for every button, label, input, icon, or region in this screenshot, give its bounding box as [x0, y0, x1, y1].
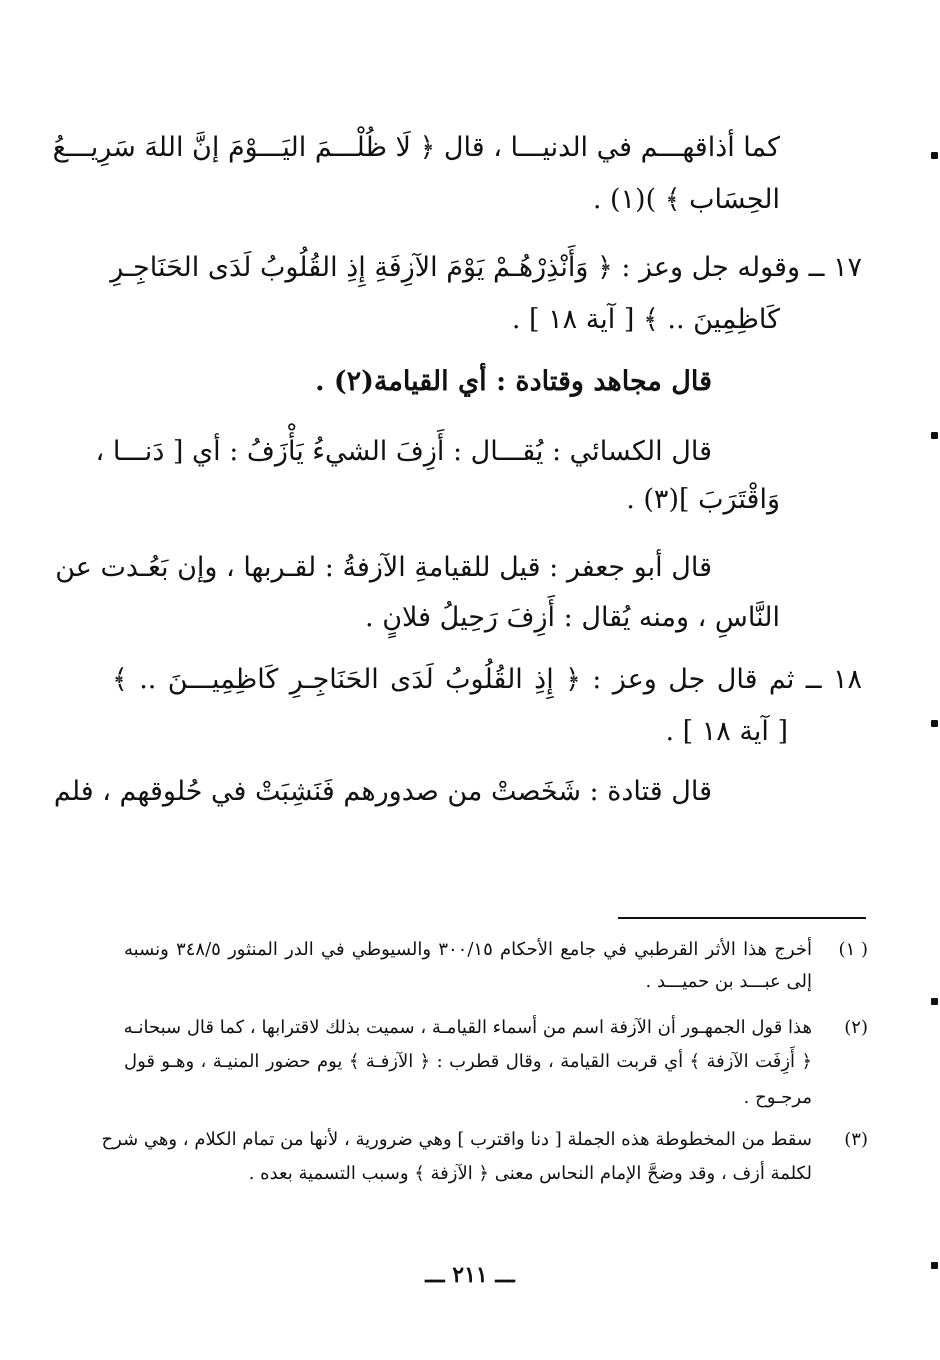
text-line-10-verse-18: ١٨ ــ ثم قال جل وعز : ﴿ إِذِ القُلُوبُ لَدَى الحَنَاجِـرِ كَاظِمِيـــنَ .. ﴾	[112, 664, 862, 695]
text-line-2: الحِسَاب ﴾ )(١) .	[592, 184, 780, 215]
footnote-3-number: (٣)	[844, 1129, 868, 1150]
footnote-1-line-1: أخرج هذا الأثر القرطبي في جامع الأحكام ٣٠٠/١٥ والسيوطي في الدر المنثور ٣٤٨/٥ ونسبه	[124, 939, 812, 960]
footnote-1-line-2: إلى عبـــد بن حميـــد .	[645, 971, 812, 992]
text-line-4: كَاظِمِينَ .. ﴾ [ آية ١٨ ] .	[511, 304, 780, 335]
text-line-5: قال مجاهد وقتادة : أي القيامة(٢) .	[315, 366, 712, 397]
text-line-3-verse-17: ١٧ ــ وقوله جل وعز : ﴿ وَأَنْذِرْهُـمْ يَوْمَ الآزِفَةِ إِذِ القُلُوبُ لَدَى الحَنَاجِـرِ	[110, 252, 862, 283]
binding-mark	[931, 432, 938, 439]
text-line-7: وَاقْتَرَبَ ](٣) .	[626, 484, 780, 515]
footnote-3-line-1: سقط من المخطوطة هذه الجملة [ دنا واقترب ] وهي ضرورية ، لأنها من تمام الكلام ، وهي شرح	[101, 1129, 812, 1150]
text-line-12: قال قتادة : شَخَصتْ من صدورهم فَنَشِبَتْ في حُلوقهم ، فلم	[53, 776, 712, 807]
footnote-separator	[618, 917, 866, 919]
footnote-3-line-2: لكلمة أزف ، وقد وضحَّ الإمام النحاس معنى ﴿ الآزفة ﴾ وسبب التسمية بعده .	[248, 1163, 812, 1184]
footnote-1-number: ( ١)	[838, 939, 868, 960]
text-line-6: قال الكسائي : يُقـــال : أَزِفَ الشيءُ يَأْزَفُ : أي [ دَنـــا ،	[95, 436, 712, 467]
footnote-2-line-1: هذا قول الجمهـور أن الآزفة اسم من أسماء القيامـة ، سميت بذلك لاقترابها ، كما قال سبحانـه	[123, 1017, 812, 1038]
page-number: ـــ ٢١١ ـــ	[425, 1262, 515, 1288]
text-line-9: النَّاسِ ، ومنه يُقال : أَزِفَ رَحِيلُ فلانٍ .	[365, 602, 780, 633]
binding-mark	[931, 720, 938, 727]
text-line-8: قال أبو جعفر : قيل للقيامةِ الآزفةُ : لقـربها ، وإن بَعُـدت عن	[55, 552, 712, 583]
text-line-1: كما أذاقهـــم في الدنيـــا ، قال ﴿ لَا ظُلْـــمَ اليَـــوْمَ إنَّ اللهَ سَرِيـــعُ	[52, 132, 780, 163]
footnote-2-line-2: ﴿ أَزِفَت الآزفة ﴾ أي قربت القيامة ، وقال قطرب : ﴿ الآزفـة ﴾ يوم حضور المنيـة ، وهـو قول	[124, 1051, 812, 1072]
footnote-2-number: (٢)	[844, 1017, 868, 1038]
footnote-2-line-3: مرجـوح .	[743, 1087, 812, 1108]
binding-mark	[931, 1262, 938, 1269]
text-line-11: [ آية ١٨ ] .	[665, 716, 788, 747]
binding-mark	[931, 152, 938, 159]
binding-mark	[931, 998, 938, 1005]
